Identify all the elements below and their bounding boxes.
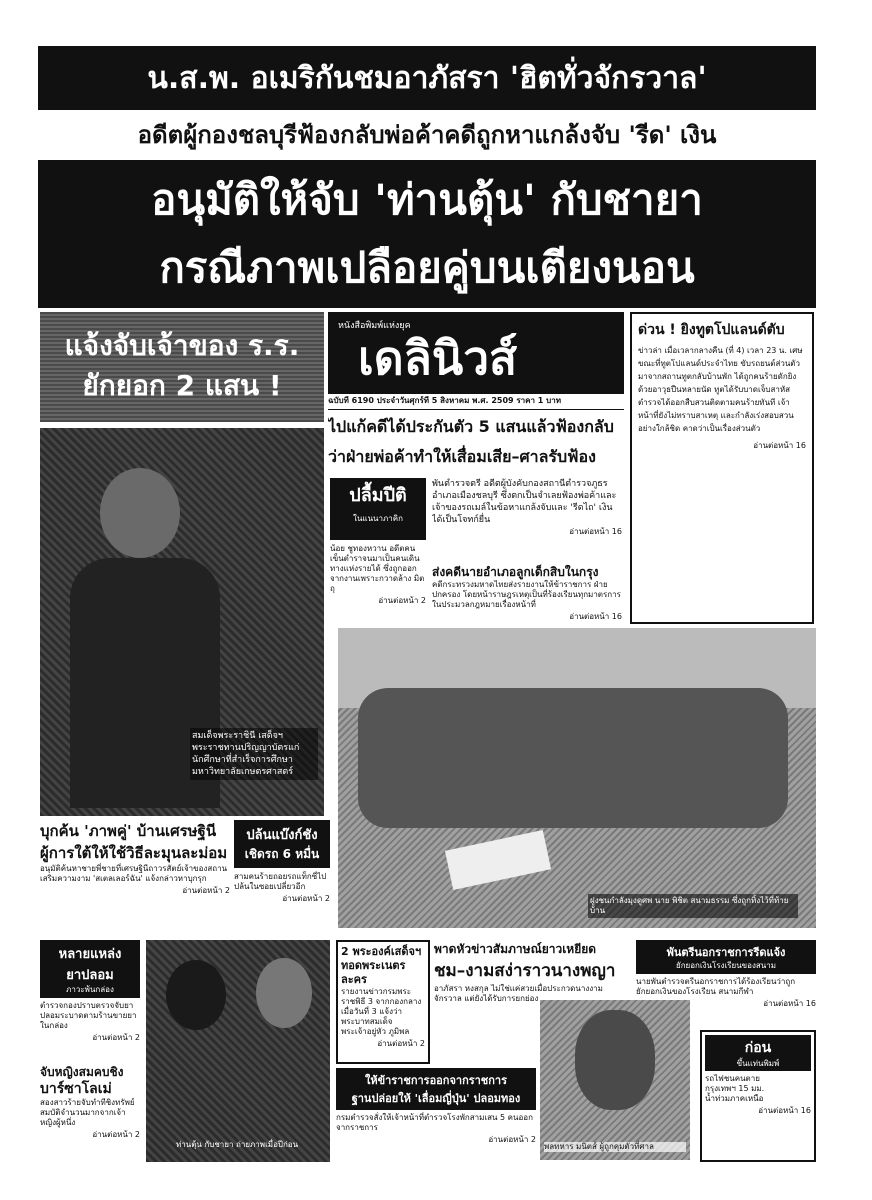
before-press-title-line2: ขึ้นแท่นพิมพ์: [736, 1059, 780, 1068]
urgent-read-more[interactable]: อ่านต่อหน้า 16: [753, 441, 806, 450]
queen-photo: [40, 428, 324, 816]
police-complaint-title-block: [636, 940, 816, 974]
bukkhon-body: อนุมัติค้นหาชายพี่ชายที่เศรษฐินีถาวรสัตย์เจ้าของสถานเสริมความงาม 'สเตลเลอร์ฉัน' แจ้งกล่าวหาบุกรุก: [40, 864, 228, 883]
before-press-box: [700, 1030, 816, 1162]
left-headline-line1: แจ้งจับเจ้าของ ร.ร.: [64, 329, 300, 362]
couple-photo: [146, 940, 330, 1162]
fake-drug-body: ตำรวจกองปราบตรวจจับยาปลอมระบาดตามร้านขายยาในกล่อง: [40, 1001, 137, 1030]
bukkhon-read-more[interactable]: อ่านต่อหน้า 2: [182, 886, 230, 895]
transfer-story-read-more[interactable]: อ่านต่อหน้า 16: [569, 612, 622, 621]
kick-office-read-more[interactable]: อ่านต่อหน้า 2: [488, 1135, 536, 1144]
police-complaint-body: นายพันตำรวจตรีนอกราชการได้ร้องเรียนว่าถูกยักยอกเงินของโรงเรียน สนามกีฬา: [636, 977, 796, 996]
main-headline: [38, 160, 816, 308]
top-banner: น.ส.พ. อเมริกันชมอาภัสรา 'ฮิตทั่วจักรวาล': [38, 46, 816, 110]
body-shape: [445, 830, 551, 890]
apasara-headline: ชม–งามสง่าราวนางพญา: [434, 961, 616, 981]
plumpid-box: [330, 478, 426, 624]
before-press-title-block: [705, 1035, 811, 1071]
bukkhon-headline-line2: ผู้การใต้ให้ใช้วิธีละมุนละม่อม: [40, 844, 228, 862]
kick-office-headline-line2: ฐานปล่อยให้ 'เลื่อมญี่ปุ่น' ปลอมทอง: [351, 1092, 521, 1105]
bar-read-more[interactable]: อ่านต่อหน้า 2: [92, 1130, 140, 1139]
masthead-name: เดลินิวส์: [358, 331, 518, 385]
man-head-shape: [256, 958, 312, 1028]
masthead-issue-info: ฉบับที่ 6190 ประจำวันศุกร์ที่ 5 สิงหาคม พ.ศ. 2509 ราคา 1 บาท: [328, 396, 624, 410]
fake-drug-title-block: [40, 940, 140, 998]
plumpid-subtitle: ในแนนาภาคิก: [353, 514, 403, 523]
crowd-shape: [358, 688, 788, 828]
center-story-headline-line2: ว่าฝ่ายพ่อค้าทำให้เสื่อมเสีย–ศาลรับฟ้อง: [328, 447, 596, 466]
masthead: [328, 312, 624, 394]
police-complaint-read-more[interactable]: อ่านต่อหน้า 16: [763, 999, 816, 1008]
apasara-kicker: พาดหัวข่าวสัมภาษณ์ยาวเหยียด: [434, 942, 597, 956]
bill-title-line1: ปล้นแบ๊งก์ชัง: [246, 828, 318, 843]
left-headline: [40, 312, 324, 422]
before-press-item3: น้ำท่วมภาคเหนือ: [705, 1094, 764, 1103]
left-headline-line2: ยักยอก 2 แสน !: [82, 369, 282, 402]
police-complaint-headline-line1: พันตรีนอกราชการรีดแจ้ง: [666, 946, 786, 959]
figure-head-shape: [100, 468, 180, 558]
center-story-headline-line1: ไปแก้คดีได้ประกันตัว 5 แสนแล้วฟ้องกลับ: [328, 417, 614, 436]
center-story-headline: [328, 412, 624, 474]
police-complaint-headline-line2: ยักยอกเงินโรงเรียนของสนาม: [676, 961, 776, 970]
main-headline-line2: กรณีภาพเปลือยคู่บนเตียงนอน: [159, 243, 695, 292]
kick-office-headline-line1: ให้ข้าราชการออกจากราชการ: [364, 1074, 508, 1087]
fake-drug-title-line3: ภาวะพ้นกล่อง: [66, 985, 114, 994]
transfer-story: [432, 564, 622, 626]
bill-title-line2: เชิดรถ 6 หมื่น: [244, 847, 320, 861]
urgent-body: ข่าวล่า เมื่อเวลากลางคืน (ที่ 4) เวลา 23 น. เศษ ขณะที่ทูตโปแลนด์ประจำไทย ขับรถยนต์ส่วนตัวมาจากสถานทูตกลับบ้านพัก ได้ถูกคนร้ายดักยิงด้วยอาวุธปืนหลายนัด ทูตได้รับบาดเจ็บสาหัส ตำรวจได้ออกสืบสวนติดตามคนร้ายทันที เจ้าหน้าที่ยังไม่ทราบสาเหตุ และกำลังเร่งสอบสวนอย่างใกล้ชิด คาดว่าเป็นเรื่องส่วนตัว: [638, 346, 803, 433]
fake-drug-box: [40, 940, 140, 1060]
couple-photo-caption: ท่านตุ้น กับชายา ถ่ายภาพเมื่อปีก่อน: [176, 1140, 299, 1149]
second-headline: อดีตผู้กองชลบุรีฟ้องกลับพ่อค้าคดีถูกหาแกล้งจับ 'รีด' เงิน: [137, 121, 717, 149]
bar-story: [40, 1064, 140, 1176]
bar-body: สองสาวร้ายจับทำทีชิงทรัพย์สมบัติจำนวนมากจากเจ้าหญิงผู้หนึ่ง: [40, 1098, 135, 1127]
crowd-photo: [338, 628, 816, 928]
transfer-story-headline: ส่งคดีนายอำเภอลูกเด็กสิบในกรุง: [432, 565, 599, 579]
kick-office-title-block: [336, 1068, 536, 1110]
center-story-body: พันตำรวจตรี อดีตผู้บังคับกองสถานีตำรวจภูธรอำเภอเมืองชลบุรี ซึ่งตกเป็นจำเลยฟ้องพ่อค้าและเจ้าของรถเมล์ในข้อหาแกล้งจับและ 'รีดไถ' เงิน ได้เป็นโจทก์ยื่น: [432, 479, 617, 525]
bar-headline-line2: บาร์ซาโลเม่: [40, 1081, 112, 1097]
two-monks-read-more[interactable]: อ่านต่อหน้า 2: [377, 1039, 425, 1048]
bukkhon-headline-line1: บุกค้น 'ภาพคู่' บ้านเศรษฐินี: [40, 822, 217, 840]
transfer-story-body: คดีกระทรวงมหาดไทยส่งรายงานให้ข้าราชการ ฝ่ายปกครอง โดยหน้าราษฎรเหตุเป็นที่ร้องเรียนทุกมาตรการในประมวลกฎหมายเรื่องหน้าที่: [432, 580, 621, 609]
center-story-body-block: [432, 478, 622, 562]
plumpid-title-block: [330, 478, 426, 540]
two-monks-headline-line1: 2 พระองค์เสด็จฯ: [341, 945, 422, 958]
fake-drug-read-more[interactable]: อ่านต่อหน้า 2: [92, 1033, 140, 1042]
plumpid-title: ปลื้มปีติ: [349, 485, 407, 506]
before-press-title-line1: ก่อน: [744, 1040, 772, 1056]
kick-office-story: [336, 1068, 536, 1168]
plumpid-body: น้อย ชูทองหวาน อดีตคนเข็นตำราจนมาเป็นคนเดินทางแห่งรายได้ ซึ่งถูกออกจากงานเพราะกวาดล้าง มิตถุ: [330, 544, 425, 593]
bill-box: [234, 820, 330, 936]
fake-drug-title-line1: หลายแหล่ง: [58, 947, 122, 962]
urgent-headline: ด่วน ! ยิงทูตโปแลนด์ตับ: [638, 322, 785, 338]
center-story-read-more[interactable]: อ่านต่อหน้า 16: [569, 527, 622, 536]
urgent-box: [630, 312, 814, 624]
two-monks-box: [336, 940, 430, 1064]
plumpid-read-more[interactable]: อ่านต่อหน้า 2: [378, 596, 426, 605]
bukkhon-story: [40, 820, 230, 936]
bill-title-block: [234, 820, 330, 868]
bill-read-more[interactable]: อ่านต่อหน้า 2: [282, 894, 330, 903]
queen-photo-caption: สมเด็จพระราชินี เสด็จฯ พระราชทานปริญญาบัตรแก่นักศึกษาที่สำเร็จการศึกษา มหาวิทยาลัยเกษตรศาสตร์: [190, 728, 318, 780]
crowd-photo-caption: ฝูงชนกำลังมุงดูศพ นาย พิชิต สนามธรรม ซึ่งถูกทิ้งไว้ที่ท้ายบ้าน: [588, 894, 798, 918]
police-complaint: [636, 940, 816, 1028]
before-press-item2: กรุงเทพฯ 15 มม.: [705, 1084, 765, 1093]
woman-head-shape: [166, 960, 226, 1030]
two-monks-headline-line2: ทอดพระเนตรละคร: [341, 959, 406, 986]
apasara-body: อาภัสรา หงสกุล ไม่ใช่แค่สวยเมื่อประกวดนางงามจักรวาล แต่ยังได้รับการยกย่อง: [434, 984, 603, 1003]
before-press-item1: รถไฟชนคนตาย: [705, 1074, 760, 1083]
two-monks-body: รายงานข่าวกรมพระราชพิธี 3 จากกองกลางเมื่อวันที่ 3 แจ้งว่า พระบาทสมเด็จพระเจ้าอยู่หัว ภูมิพล: [341, 987, 422, 1036]
before-press-read-more[interactable]: อ่านต่อหน้า 16: [758, 1106, 811, 1115]
bill-body: สามคนร้ายถอยรถแท็กซี่ไปปล้นในซอยเปลี่ยวอีก: [234, 872, 327, 891]
masthead-tagline: หนังสือพิมพ์แห่งยุค: [338, 321, 411, 331]
fake-drug-title-line2: ยาปลอม: [66, 968, 114, 983]
bar-headline-line1: จับหญิงสมคบชิง: [40, 1065, 124, 1079]
main-headline-line1: อนุมัติให้จับ 'ท่านตุ้น' กับชายา: [151, 175, 703, 224]
mugshot-caption: พลทหาร มนิตส์ ผู้ถูกคุมตัวที่ศาล: [544, 1142, 686, 1152]
kick-office-body: กรมตำรวจสั่งให้เจ้าหน้าที่ตำรวจโรงพักสามเสน 5 คนออกจากราชการ: [336, 1113, 533, 1132]
